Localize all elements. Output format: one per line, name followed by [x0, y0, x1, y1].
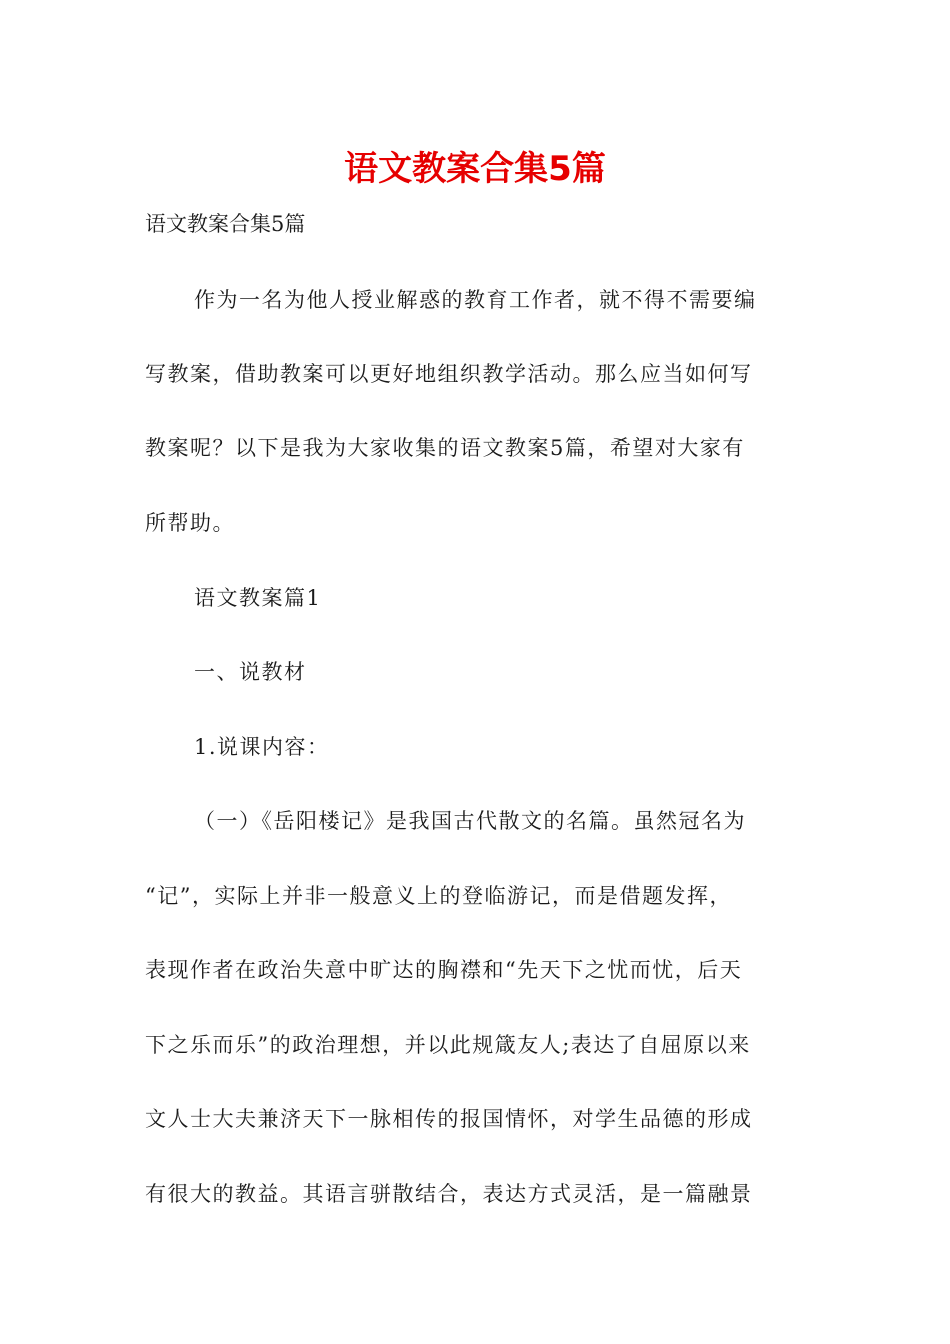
- item-heading: 1.说课内容：: [194, 735, 330, 759]
- paragraph-line: 作为一名为他人授业解惑的教育工作者，就不得不需要编: [194, 288, 757, 312]
- subsection-heading: 一、说教材: [194, 660, 307, 684]
- document-title: 语文教案合集5篇: [344, 149, 606, 189]
- section-heading: 语文教案篇1: [194, 586, 322, 610]
- paragraph-line: 表现作者在政治失意中旷达的胸襟和“先天下之忧而忧，后天: [145, 958, 743, 982]
- paragraph-line: 下之乐而乐”的政治理想，并以此规箴友人;表达了自屈原以来: [145, 1033, 751, 1057]
- paragraph-line: 所帮助。: [145, 511, 235, 535]
- paragraph-line: 文人士大夫兼济天下一脉相传的报国情怀，对学生品德的形成: [145, 1107, 753, 1131]
- paragraph-line: “记”，实际上并非一般意义上的登临游记，而是借题发挥，: [145, 884, 732, 908]
- paragraph-line: 有很大的教益。其语言骈散结合，表达方式灵活，是一篇融景: [145, 1182, 753, 1206]
- document-subtitle: 语文教案合集5篇: [145, 212, 306, 236]
- paragraph-line: 教案呢？以下是我为大家收集的语文教案5篇，希望对大家有: [145, 436, 745, 460]
- paragraph-line: 写教案，借助教案可以更好地组织教学活动。那么应当如何写: [145, 362, 753, 386]
- paragraph-line: （一）《岳阳楼记》是我国古代散文的名篇。虽然冠名为: [194, 809, 746, 833]
